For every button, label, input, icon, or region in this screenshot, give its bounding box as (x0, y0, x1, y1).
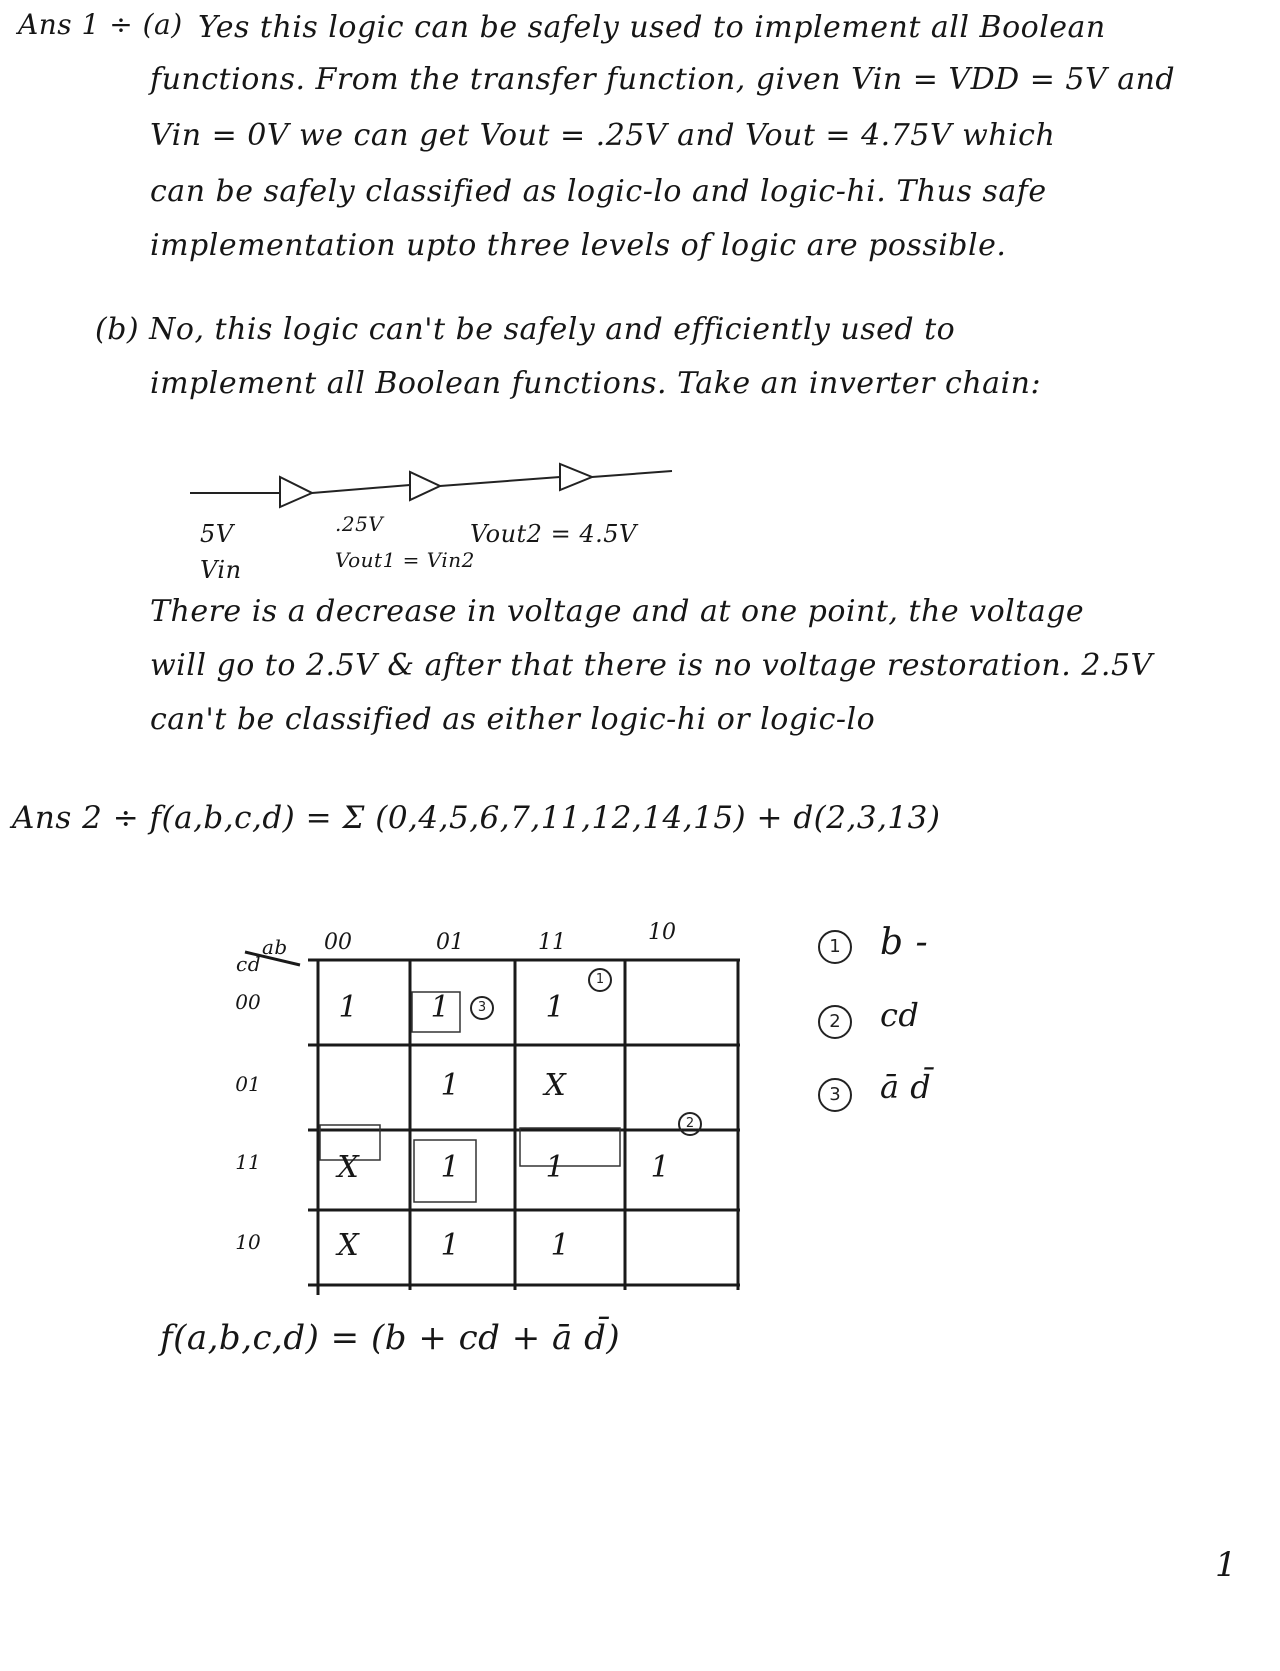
kmap-cell: 1 (440, 1068, 460, 1103)
ans1-c-line-2: will go to 2.5V & after that there is no voltage restoration. 2.5V (150, 648, 1153, 683)
group-num-1: 1 (818, 930, 852, 964)
ans1-a-line-1: Yes this logic can be safely used to implement all Boolean (198, 10, 1106, 45)
kmap-cell: X (337, 1228, 359, 1263)
kmap-cell: 1 (545, 990, 565, 1025)
kmap-cell: 1 (440, 1228, 460, 1263)
kmap-row-header-01: 01 (235, 1072, 261, 1096)
group-term-2: cd (880, 996, 920, 1034)
group-num-2: 2 (818, 1005, 852, 1039)
kmap-cell: X (544, 1068, 566, 1103)
kmap-cell: 1 (430, 990, 450, 1025)
kmap-cell: 1 (545, 1150, 565, 1185)
ans2-equation: Ans 2 ÷ f(a,b,c,d) = Σ (0,4,5,6,7,11,12,14,15) + d(2,3,13) (12, 800, 941, 836)
chain-out-label: Vout2 = 4.5V (470, 520, 637, 548)
kmap-corner-cd: cd (236, 952, 262, 976)
kmap-row-header-00: 00 (235, 990, 261, 1014)
chain-mid-value: .25V (335, 512, 384, 536)
page-number: 1 (1215, 1545, 1238, 1585)
group-term-3: ā d̄ (880, 1068, 932, 1106)
kmap-row-header-10: 10 (235, 1230, 261, 1254)
kmap-cell: 1 (440, 1150, 460, 1185)
kmap-cell: X (337, 1150, 359, 1185)
kmap-row-header-11: 11 (235, 1150, 261, 1174)
kmap-col-header-00: 00 (324, 930, 352, 955)
chain-in-label: Vin (200, 556, 242, 584)
ans1-a-line-3: Vin = 0V we can get Vout = .25V and Vout = 4.75V which (150, 118, 1056, 153)
kmap-group-mark: 2 (678, 1112, 702, 1136)
kmap-group-mark: 3 (470, 996, 494, 1020)
kmap-group-mark: 1 (588, 968, 612, 992)
ans1-b-line-2: implement all Boolean functions. Take an inverter chain: (150, 366, 1042, 401)
kmap-cell: 1 (650, 1150, 670, 1185)
kmap-col-header-01: 01 (436, 930, 464, 955)
group-term-1: b - (880, 922, 929, 963)
chain-mid-label: Vout1 = Vin2 (335, 548, 475, 572)
group-num-3: 3 (818, 1078, 852, 1112)
ans1-a-line-2: functions. From the transfer function, given Vin = VDD = 5V and (150, 62, 1176, 97)
kmap-corner-ab: ab (262, 935, 288, 959)
ans2-result: f(a,b,c,d) = (b + cd + ā d̄) (160, 1318, 621, 1358)
ans1-a-line-4: can be safely classified as logic-lo and logic-hi. Thus safe (150, 174, 1047, 209)
ans1-label: Ans 1 ÷ (a) (18, 8, 183, 41)
ans1-c-line-3: can't be classified as either logic-hi or logic-lo (150, 702, 876, 737)
ans1-b-line-1: (b) No, this logic can't be safely and efficiently used to (95, 312, 956, 347)
ans1-a-line-5: implementation upto three levels of logic are possible. (150, 228, 1007, 263)
kmap-col-header-10: 10 (648, 920, 676, 945)
kmap-cell: 1 (338, 990, 358, 1025)
kmap-cell: 1 (550, 1228, 570, 1263)
ans1-c-line-1: There is a decrease in voltage and at one point, the voltage (150, 594, 1085, 629)
kmap-col-header-11: 11 (538, 930, 566, 955)
chain-in-value: 5V (200, 520, 234, 548)
